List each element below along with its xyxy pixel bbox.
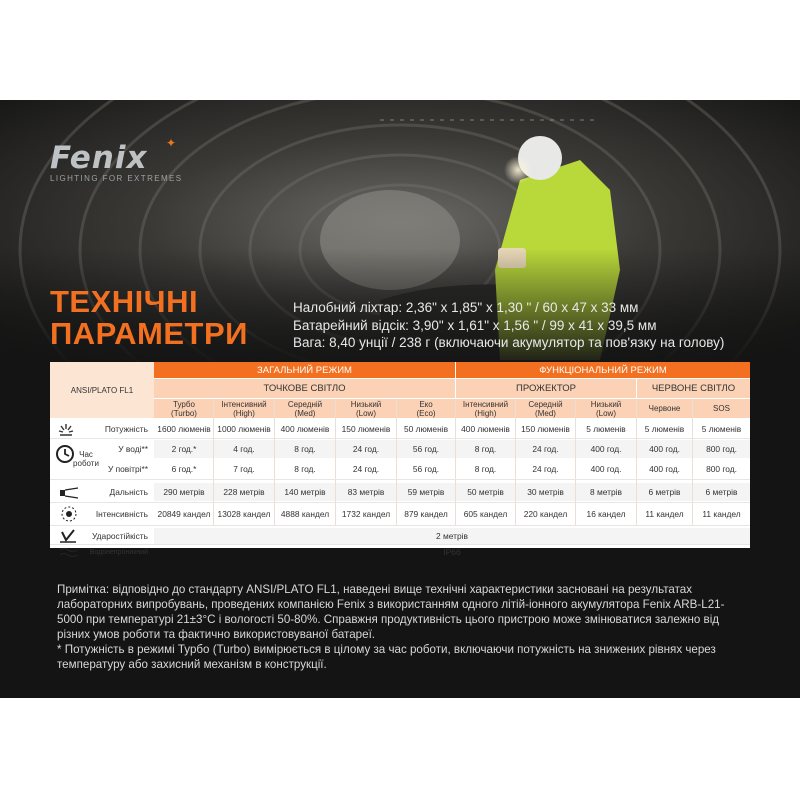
intensity-icon [58,503,80,525]
water-value: 24 год. [516,440,575,458]
air-value: 6 год.* [171,463,197,474]
column-divider [396,399,397,526]
air-value: 24 год. [352,463,380,474]
waterproof-icon [58,546,80,558]
air-value: 8 год. [474,463,497,474]
spec-battery: Батарейний відсік: 3,90" x 1,61" x 1,56 " / 99 x 41 x 39,5 мм [293,317,657,333]
brand-name: Fenix [50,140,148,176]
column-header [336,399,396,418]
row-divider [50,525,750,526]
distance-value: 228 метрів [214,483,274,501]
column-divider [335,399,336,526]
output-value: 400 люменів [280,423,330,434]
column-divider [274,399,275,526]
column-header [214,399,274,418]
air-value: 56 год. [412,463,440,474]
distance-value: 6 метрів [693,483,750,501]
fenix-logo [50,136,183,183]
distance-value: 140 метрів [275,483,335,501]
column-header-mode: Еко [419,399,433,409]
column-header-mode: Інтенсивний [462,399,509,409]
water-label: У воді** [118,443,148,454]
column-header [693,399,750,418]
footnotes [57,582,747,672]
output-value: 150 люменів [521,423,570,434]
water-value: 4 год. [214,440,274,458]
flood-header: ПРОЖЕКТОР [456,379,636,398]
impact-label: Ударостійкість [92,530,148,541]
air-value: 24 год. [532,463,559,474]
output-value: 5 люменів [701,423,742,434]
air-value: 400 год. [649,463,680,474]
water-value: 56 год. [397,440,455,458]
waterproof-value: IP66 [443,546,461,557]
column-header [154,399,214,418]
intensity-value: 220 кандел [523,508,568,519]
row-divider [50,438,750,439]
distance-value: 30 метрів [516,483,575,501]
distance-value: 83 метрів [336,483,396,501]
beam-distance-icon [58,486,80,500]
intensity-value: 605 кандел [463,508,508,519]
dimensions-block [293,299,724,352]
red-header: ЧЕРВОНЕ СВІТЛО [637,379,750,398]
row-divider [50,479,750,480]
column-header-mode: Низький [590,399,622,409]
column-header-code: (High) [474,408,497,418]
column-header-code: (Eco) [416,408,436,418]
intensity-value: 16 кандел [586,508,626,519]
column-header [456,399,515,418]
output-label: Потужність [104,423,148,434]
title-line-2: ПАРАМЕТРИ [50,316,248,351]
air-label: У повітрі** [107,463,148,474]
output-value: 5 люменів [586,423,626,434]
general-mode-header: ЗАГАЛЬНИЙ РЕЖИМ [154,362,455,378]
output-value: 1000 люменів [217,423,271,434]
column-divider [692,399,693,526]
page-title [50,286,248,350]
column-header-mode: Турбо [173,399,195,409]
functional-mode-header: ФУНКЦІОНАЛЬНИЙ РЕЖИМ [456,362,750,378]
distance-value: 59 метрів [397,483,455,501]
water-value: 24 год. [336,440,396,458]
title-line-1: ТЕХНІЧНІ [50,284,199,319]
impact-icon [58,528,78,544]
output-value: 400 люменів [461,423,510,434]
water-value: 8 год. [275,440,335,458]
intensity-value: 11 кандел [702,508,741,519]
column-header-mode: Інтенсивний [221,399,267,409]
column-header-mode: SOS [713,404,730,413]
row-divider [50,502,750,503]
column-header-code: (Low) [595,408,616,418]
column-header [275,399,335,418]
column-header-mode: Низький [350,399,382,409]
column-header [397,399,455,418]
column-header [576,399,636,418]
standard-label: ANSI/PLATO FL1 [50,362,154,418]
column-divider [575,399,576,526]
column-header [516,399,575,418]
spec-sheet [0,100,800,698]
water-value: 8 год. [456,440,515,458]
brand-tagline: LIGHTING FOR EXTREMES [50,174,183,183]
air-value: 8 год. [294,463,316,474]
air-value: 800 год. [706,463,737,474]
intensity-value: 4888 кандел [280,508,330,519]
star-icon: ✦ [166,136,177,150]
intensity-value: 20849 кандел [157,508,211,519]
water-value: 400 год. [576,440,636,458]
distance-value: 290 метрів [154,483,214,501]
column-header-code: (Low) [355,408,376,418]
column-header-code: (Med) [294,408,316,418]
spot-header: ТОЧКОВЕ СВІТЛО [154,379,455,398]
water-value: 400 год. [637,440,692,458]
distance-value: 8 метрів [576,483,636,501]
column-divider [213,399,214,526]
column-divider [455,399,456,526]
column-divider [636,399,637,526]
output-value: 5 люменів [644,423,685,434]
column-header-code: (Turbo) [171,408,197,418]
air-value: 7 год. [233,463,255,474]
intensity-value: 879 кандел [404,508,448,519]
column-header-mode: Середній [528,399,563,409]
air-value: 400 год. [590,463,622,474]
distance-value: 6 метрів [637,483,692,501]
note-main: Примітка: відповідно до стандарту ANSI/PLATO FL1, наведені вище технічні характеристики засновані на результатах лабораторних випробувань, проведених компанією Fenix з використанням одного літій-іонного акумулятора Fenix ARB-L21-5000 при температурі 21±3°C і вологості 50-80%. Справжня продуктивність цього пристрою може змінюватися залежно від різних умов роботи та фактично використовуваної батареї. [57,583,725,641]
spec-table [50,362,750,557]
intensity-value: 11 кандел [645,508,684,519]
output-value: 150 люменів [341,423,391,434]
column-header-code: (High) [233,408,255,418]
output-value: 50 люменів [403,423,449,434]
row-divider [50,544,750,545]
impact-value: 2 метрів [154,528,750,544]
column-header [637,399,692,418]
water-value: 2 год.* [154,440,214,458]
runtime-label: Час роботи [73,450,99,468]
distance-label: Дальність [109,486,148,497]
intensity-value: 13028 кандел [217,508,271,519]
brightness-icon [56,420,76,438]
spec-headlamp: Налобний ліхтар: 2,36" x 1,85" x 1,30 " / 60 x 47 x 33 мм [293,300,639,315]
intensity-value: 1732 кандел [341,508,391,519]
water-value: 800 год. [693,440,750,458]
spec-weight: Вага: 8,40 унції / 238 г (включаючи акумулятор та пов'язку на голову) [293,335,725,350]
distance-value: 50 метрів [456,483,515,501]
column-header-mode: Середній [287,399,323,409]
column-divider [515,399,516,526]
column-header-code: (Med) [535,408,556,418]
output-value: 1600 люменів [157,423,211,434]
waterproof-label: Водонепроникний [89,548,148,556]
intensity-label: Інтенсивність [95,508,148,519]
column-header-mode: Червоне [648,404,681,413]
note-turbo: * Потужність в режимі Турбо (Turbo) вимірюється в цілому за час роботи, включаючи потужність на знижених рівнях через температуру або захисний механізм в конструкції. [57,643,716,671]
